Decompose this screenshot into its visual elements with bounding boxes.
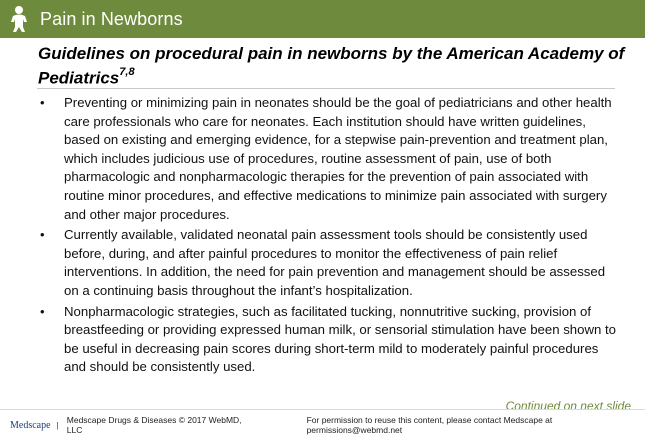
baby-icon (4, 0, 34, 38)
bullet-icon: • (40, 303, 45, 319)
footer (0, 409, 645, 440)
bullet-text: Preventing or minimizing pain in neonates should be the goal of pediatricians and other health care professionals who care for neonates. Each institution should have written guidelines, based on existing and emerging evidence, for a stepwise pain-prevention and treatment plan, which includes judicious use of procedures, routine assessment of pain, use of both pharmacologic and nonpharmacologic therapies for the prevention of pain associated with routine minor procedures, and effective medications to minimize pain associated with surgery and other major procedures. (64, 95, 612, 222)
medscape-logo: Medscape (10, 419, 51, 431)
permission-text: For permission to reuse this content, please contact Medscape at permissions@webmd.net (306, 415, 553, 435)
divider (37, 88, 615, 89)
subtitle-text: Guidelines on procedural pain in newborns by the American Academy of Pediatrics (38, 44, 625, 88)
citation-superscript: 7,8 (119, 66, 135, 78)
bullet-text: Currently available, validated neonatal pain assessment tools should be consistently used before, during, and after painful procedures to monitor the effectiveness of pain relief interventions. In addition, the need for pain prevention and management should be assessed on a continuing basis throughout the infant’s hospitalization. (64, 227, 606, 298)
bullet-icon: • (40, 227, 45, 243)
copyright-text: Medscape Drugs & Diseases © 2017 WebMD, LLC (66, 415, 242, 435)
bullet-icon: • (40, 95, 45, 110)
slide-header (0, 0, 645, 38)
page-title: Pain in Newborns (40, 8, 183, 29)
list-item (40, 94, 620, 224)
bullet-text: Nonpharmacologic strategies, such as facilitated tucking, nonnutritive sucking, provision of breastfeeding or providing expressed human milk, or sensorial stimulation have been shown to be useful in decreasing pain scores during short-term mild to moderately painful procedures and should be consistently used. (64, 303, 616, 375)
slide-subtitle (38, 43, 628, 89)
continued-note: Continued on next slide (505, 399, 631, 413)
list-item (40, 303, 620, 377)
list-item (40, 226, 620, 300)
footer-separator: | (56, 420, 59, 430)
bullet-list (40, 94, 620, 379)
